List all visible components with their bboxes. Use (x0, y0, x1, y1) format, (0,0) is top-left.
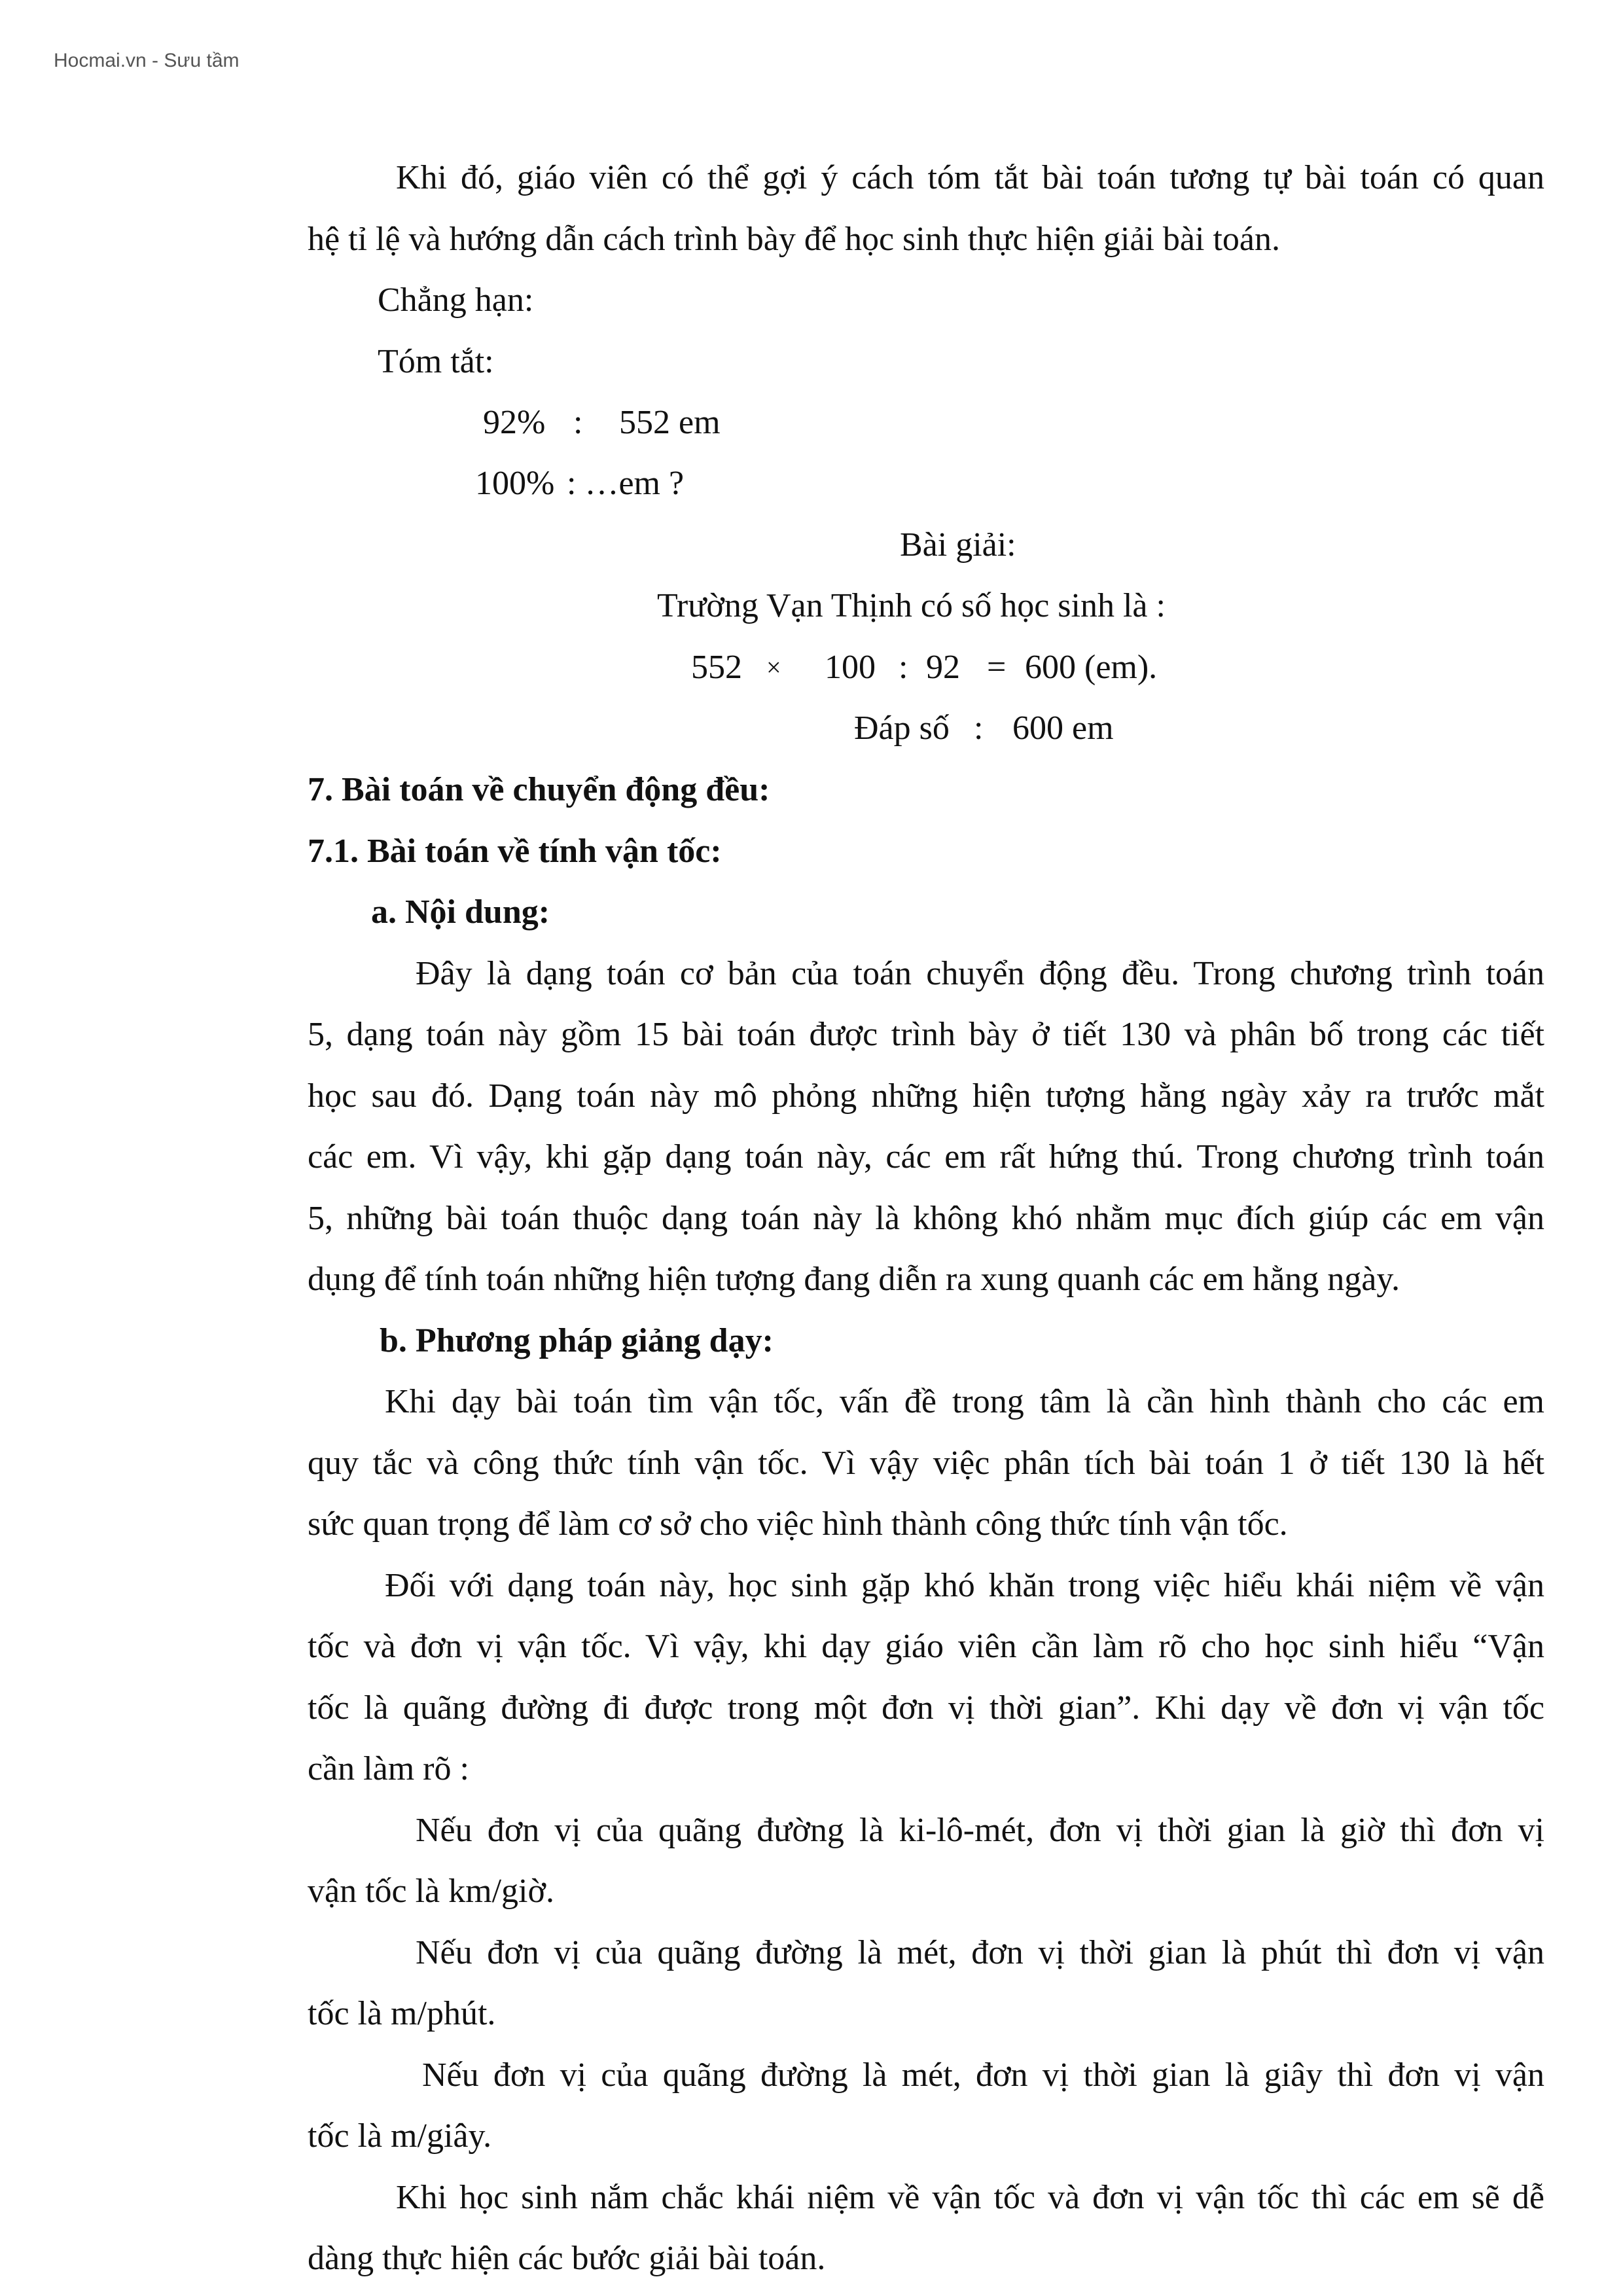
section-a-heading: a. Nội dung: (371, 893, 550, 931)
summary-row1-percent: 92% (483, 404, 546, 441)
answer-separator: : (974, 709, 984, 747)
paragraph-6-line: dàng thực hiện các bước giải bài toán. (308, 2240, 826, 2277)
section-a-line: 5, những bài toán thuộc dạng toán này là không khó nhằm mục đích giúp các em vận (308, 1199, 1544, 1237)
paragraph-3-line: vận tốc là km/giờ. (308, 1873, 554, 1910)
paragraph-1-line: quy tắc và công thức tính vận tốc. Vì vậy việc phân tích bài toán 1 ở tiết 130 là hết (308, 1444, 1544, 1482)
solution-operand-b: 100 (825, 649, 876, 686)
paragraph-5-line: tốc là m/giây. (308, 2117, 492, 2155)
summary-row1-separator: : (573, 404, 583, 441)
paragraph-2-line: cần làm rõ : (308, 1750, 469, 1787)
solution-operand-c: 92 (926, 649, 960, 686)
paragraph-2-line: tốc và đơn vị vận tốc. Vì vậy, khi dạy giáo viên cần làm rõ cho học sinh hiểu “Vận (308, 1628, 1544, 1665)
solution-title: Bài giải: (900, 526, 1016, 564)
example-label: Chẳng hạn: (378, 281, 534, 319)
section-7-1-heading: 7.1. Bài toán về tính vận tốc: (308, 832, 722, 870)
paragraph-4-line: tốc là m/phút. (308, 1995, 496, 2032)
solution-block (308, 514, 1544, 759)
summary-row2-rest: : …em ? (567, 465, 685, 502)
intro-line-1: Khi đó, giáo viên có thể gợi ý cách tóm tắt bài toán tương tự bài toán có quan (396, 159, 1544, 196)
answer-label: Đáp số (854, 709, 950, 747)
summary-row2-percent: 100% (475, 465, 555, 502)
solution-equals-sign: = (987, 649, 1007, 686)
multiply-sign: × (766, 653, 781, 682)
paragraph-5-line: Nếu đơn vị của quãng đường là mét, đơn vị thời gian là giây thì đơn vị vận (422, 2056, 1544, 2094)
paragraph-1-line: Khi dạy bài toán tìm vận tốc, vấn đề trong tâm là cần hình thành cho các em (385, 1383, 1544, 1420)
section-a-line: dụng để tính toán những hiện tượng đang diễn ra xung quanh các em hằng ngày. (308, 1261, 1400, 1298)
paragraph-6-line: Khi học sinh nắm chắc khái niệm về vận tốc và đơn vị vận tốc thì các em sẽ dễ (396, 2178, 1544, 2216)
solution-statement: Trường Vạn Thịnh có số học sinh là : (657, 587, 1166, 624)
paragraph-2-line: tốc là quãng đường đi được trong một đơn vị thời gian”. Khi dạy về đơn vị vận tốc (308, 1689, 1544, 1727)
section-a-line: 5, dạng toán này gồm 15 bài toán được trình bày ở tiết 130 và phân bố trong các tiết (308, 1016, 1544, 1053)
solution-divide-sign: : (899, 649, 908, 686)
summary-row1-value: 552 em (619, 404, 721, 441)
section-a-line: Đây là dạng toán cơ bản của toán chuyển động đều. Trong chương trình toán (416, 954, 1544, 992)
section-b-heading: b. Phương pháp giảng dạy: (380, 1321, 774, 1359)
summary-label: Tóm tắt: (378, 342, 494, 380)
solution-result: 600 (em). (1025, 649, 1158, 686)
answer-value: 600 em (1012, 709, 1114, 747)
paragraph-2-line: Đối với dạng toán này, học sinh gặp khó khăn trong việc hiểu khái niệm về vận (385, 1566, 1544, 1604)
intro-line-2: hệ tỉ lệ và hướng dẫn cách trình bày để học sinh thực hiện giải bài toán. (308, 220, 1280, 258)
paragraph-3-line: Nếu đơn vị của quãng đường là ki-lô-mét, đơn vị thời gian là giờ thì đơn vị (416, 1811, 1544, 1849)
section-a-line: các em. Vì vậy, khi gặp dạng toán này, các em rất hứng thú. Trong chương trình toán (308, 1138, 1544, 1175)
page-header-source: Hocmai.vn - Sưu tầm (54, 50, 240, 71)
solution-operand-a: 552 (691, 649, 742, 686)
section-7-heading: 7. Bài toán về chuyển động đều: (308, 771, 770, 808)
paragraph-1-line: sức quan trọng để làm cơ sở cho việc hình thành công thức tính vận tốc. (308, 1505, 1288, 1543)
summary-block (308, 392, 1544, 514)
document-body (308, 147, 1544, 2289)
paragraph-4-line: Nếu đơn vị của quãng đường là mét, đơn vị thời gian là phút thì đơn vị vận (416, 1933, 1544, 1971)
section-a-line: học sau đó. Dạng toán này mô phỏng những hiện tượng hằng ngày xảy ra trước mắt (308, 1077, 1544, 1115)
